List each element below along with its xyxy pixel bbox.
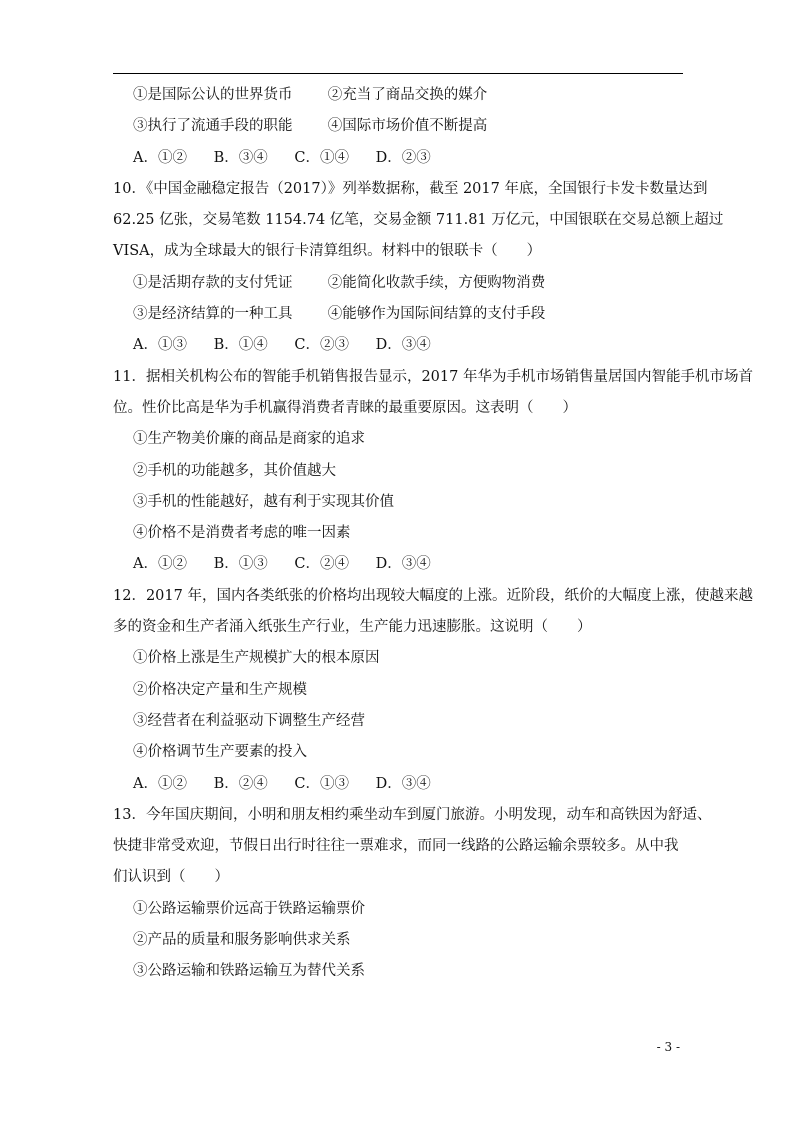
option-c: C．①③ — [294, 775, 349, 792]
item: ④能够作为国际间结算的支付手段 — [327, 306, 546, 323]
question-stem: 多的资金和生产者涌入纸张生产行业，生产能力迅速膨胀。这说明（ ） — [113, 619, 592, 636]
item: ④价格不是消费者考虑的唯一因素 — [133, 525, 351, 542]
item: ①是活期存款的支付凭证 — [133, 274, 293, 291]
question-stem: 快捷非常受欢迎，节假日出行时往往一票难求，而同一线路的公路运输余票较多。从中我 — [113, 838, 679, 855]
question-10 — [113, 174, 724, 362]
item: ②手机的功能越多，其价值越大 — [133, 462, 336, 479]
option-a: A．①② — [133, 556, 187, 573]
question-stem: 62.25 亿张，交易笔数 1154.74 亿笔，交易金额 711.81 万亿元，中国银联在交易总额上超过 — [113, 212, 724, 229]
option-d: D．③④ — [375, 337, 431, 354]
item: ③执行了流通手段的职能 — [133, 118, 293, 135]
question-stem: 11．据相关机构公布的智能手机销售报告显示，2017 年华为手机市场销售量居国内智能手机市场首 — [113, 368, 753, 385]
item-row — [113, 268, 683, 299]
item: ②价格决定产量和生产规模 — [133, 681, 307, 698]
item: ①价格上涨是生产规模扩大的根本原因 — [133, 650, 380, 667]
options-row — [113, 769, 683, 800]
page-number: - 3 - — [656, 1040, 680, 1054]
item: ④价格调节生产要素的投入 — [133, 744, 307, 761]
item: ④国际市场价值不断提高 — [327, 118, 488, 135]
item: ③手机的性能越好，越有利于实现其价值 — [133, 493, 394, 510]
header-rule — [113, 73, 683, 74]
item-row — [113, 299, 683, 330]
question-stem: 10．《中国金融稳定报告（2017）》列举数据称，截至 2017 年底，全国银行卡发卡数量达到 — [113, 180, 708, 197]
option-d: D．③④ — [375, 556, 431, 573]
question-stem: 位。性价比高是华为手机赢得消费者青睐的最重要原因。这表明（ ） — [113, 399, 577, 416]
item: ①是国际公认的世界货币 — [133, 87, 293, 103]
item-row — [113, 111, 683, 142]
option-a: A．①③ — [133, 337, 187, 354]
option-b: B．①④ — [213, 337, 268, 354]
item-row — [113, 80, 683, 111]
question-stem: 13．今年国庆期间，小明和朋友相约乘坐动车到厦门旅游。小明发现，动车和高铁因为舒适、 — [113, 806, 712, 823]
option-c: C．②④ — [294, 556, 349, 573]
option-b: B．②④ — [213, 775, 268, 792]
question-12 — [113, 581, 753, 800]
item: ①公路运输票价远高于铁路运输票价 — [133, 900, 365, 917]
question-stem: 12．2017 年，国内各类纸张的价格均出现较大幅度的上涨。近阶段，纸价的大幅度上涨，使越来越 — [113, 587, 753, 604]
question-9-tail — [113, 80, 683, 174]
option-a: A．①② — [133, 149, 187, 166]
question-13 — [113, 800, 712, 988]
options-row — [113, 330, 683, 361]
option-d: D．③④ — [375, 775, 431, 792]
item: ②能简化收款手续，方便购物消费 — [327, 274, 546, 291]
item: ①生产物美价廉的商品是商家的追求 — [133, 431, 365, 448]
item: ②产品的质量和服务影响供求关系 — [133, 932, 351, 949]
option-b: B．①③ — [213, 556, 268, 573]
options-row — [113, 549, 683, 580]
options-row — [113, 143, 683, 174]
page-content — [113, 80, 753, 988]
option-b: B．③④ — [213, 149, 268, 166]
item: ③是经济结算的一种工具 — [133, 306, 293, 323]
option-a: A．①② — [133, 775, 187, 792]
option-d: D．②③ — [375, 149, 431, 166]
question-stem: VISA，成为全球最大的银行卡清算组织。材料中的银联卡（ ） — [113, 243, 542, 260]
item: ②充当了商品交换的媒介 — [327, 87, 488, 103]
question-stem: 们认识到（ ） — [113, 869, 229, 886]
question-11 — [113, 362, 753, 581]
option-c: C．①④ — [294, 149, 349, 166]
option-c: C．②③ — [294, 337, 349, 354]
item: ③公路运输和铁路运输互为替代关系 — [133, 963, 365, 980]
item: ③经营者在利益驱动下调整生产经营 — [133, 712, 365, 729]
